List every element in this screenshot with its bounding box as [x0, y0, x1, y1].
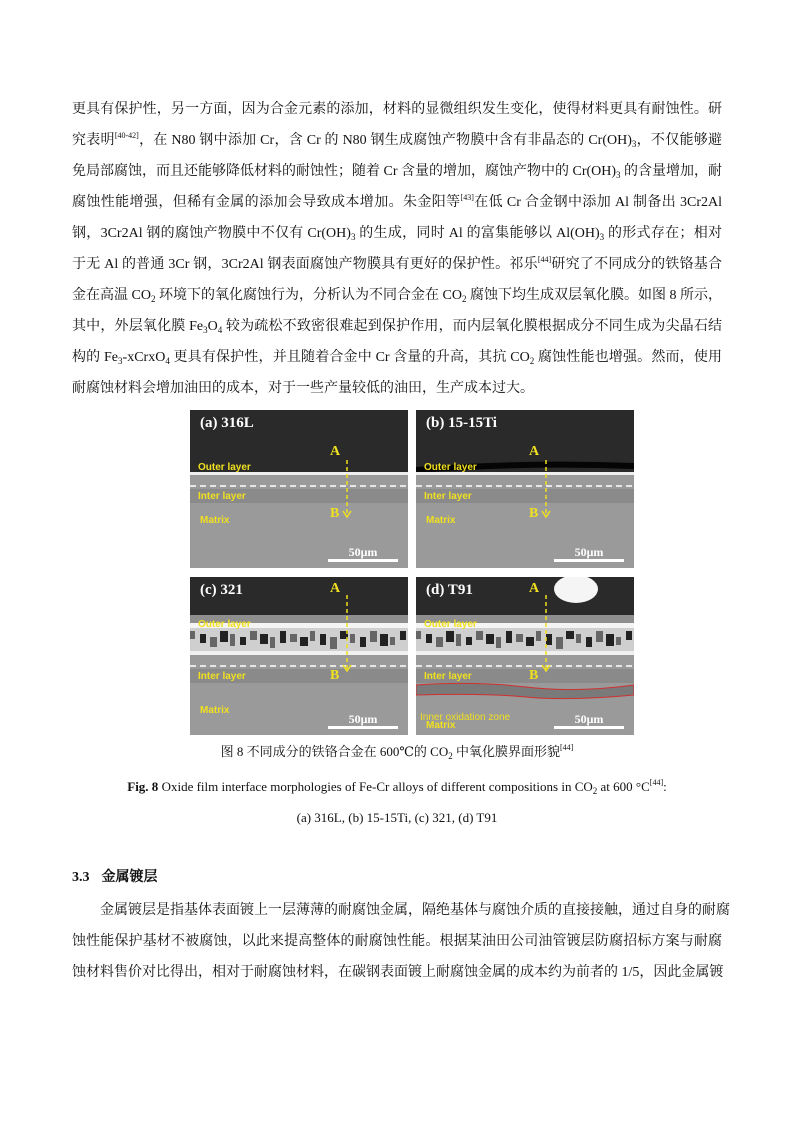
citation-superscript: [44]	[649, 778, 664, 787]
inner-oxidation-zone-label: Inner oxidation zone	[420, 712, 511, 723]
text-line	[72, 318, 722, 336]
outer-layer-label: Outer layer	[198, 462, 251, 473]
text-line	[72, 256, 722, 274]
text-line	[72, 902, 730, 920]
subscript: 4	[165, 356, 170, 366]
sem-panel	[190, 410, 408, 568]
subscript: 2	[150, 294, 156, 304]
text-line	[72, 163, 722, 181]
text-run: 于无 Al 的普通 3Cr 钢，3Cr2Al 钢表面腐蚀产物膜具有更好的保护性。祁乐	[72, 257, 538, 272]
text-run: 更具有保护性，另一方面，因为合金元素的添加，材料的显微组织发生变化，使得材料更具有耐蚀性。研	[72, 102, 722, 117]
figure-caption-en	[0, 778, 794, 796]
point-b-label: B	[529, 506, 539, 521]
text-line	[72, 132, 722, 150]
text-run: 图 8 不同成分的铁铬合金在 600℃的 CO	[220, 744, 449, 759]
section-title: 金属镀层	[101, 870, 158, 885]
point-b-label: B	[330, 506, 340, 521]
text-run: 的形式存在；相对	[604, 226, 723, 241]
figure-caption-en-label: Fig. 8	[127, 779, 159, 794]
text-run: 究表明	[72, 133, 115, 148]
subscript: 3	[631, 139, 637, 149]
scale-bar: 50μm	[554, 712, 624, 729]
citation-superscript: [44]	[560, 743, 574, 752]
text-run: ，不仅能够避	[636, 133, 723, 148]
text-run: 蚀材料售价对比得出，相对于耐腐蚀材料，在碳钢表面镀上耐腐蚀金属的成本约为前者的 1/5，因此金属镀	[72, 965, 724, 980]
subscript: 2	[448, 751, 453, 761]
text-run: :	[663, 779, 667, 794]
inter-layer-label: Inter layer	[424, 671, 472, 682]
citation-superscript: [44]	[537, 255, 552, 264]
text-run: 金属镀层是指基体表面镀上一层薄薄的耐腐蚀金属，隔绝基体与腐蚀介质的直接接触，通过自身的耐腐	[72, 903, 730, 918]
text-line	[72, 194, 722, 212]
text-line	[72, 349, 722, 367]
text-run: 的生成，同时 Al 的富集能够以 Al(OH)	[355, 226, 600, 241]
text-run: 更具有保护性，并且随着合金中 Cr 含量的升高，其抗 CO	[169, 350, 530, 365]
subscript: 2	[461, 294, 467, 304]
outer-layer-label: Outer layer	[198, 619, 251, 630]
text-run: -xCrxO	[122, 350, 166, 365]
text-run: 腐蚀性能增强，但稀有金属的添加会导致成本增加。朱金阳等	[72, 195, 461, 210]
point-a-label: A	[529, 444, 540, 459]
text-run: 钢，3Cr2Al 钢的腐蚀产物膜中不仅有 Cr(OH)	[72, 226, 351, 241]
subscript: 3	[350, 232, 356, 242]
panel-label: (d) T91	[426, 582, 473, 598]
text-run: 构的 Fe	[72, 350, 119, 365]
text-run: at 600 °C	[597, 779, 650, 794]
text-run: ，在 N80 钢中添加 Cr，含 Cr 的 N80 钢生成腐蚀产物膜中含有非晶态的 Cr(OH)	[138, 133, 632, 148]
subscript: 4	[217, 325, 223, 335]
matrix-label: Matrix	[426, 720, 456, 731]
point-a-label: A	[330, 581, 341, 596]
text-run: O	[207, 319, 218, 334]
scale-bar: 50μm	[328, 545, 398, 562]
figure-caption-en-subpanels: (a) 316L, (b) 15-15Ti, (c) 321, (d) T91	[296, 810, 498, 825]
inter-layer-label: Inter layer	[424, 491, 472, 502]
panel-label: (a) 316L	[200, 415, 254, 431]
inter-layer-label: Inter layer	[198, 491, 246, 502]
subscript: 2	[592, 786, 598, 796]
text-run: 环境下的氧化腐蚀行为，分析认为不同合金在 CO	[155, 288, 462, 303]
panel-label: (c) 321	[200, 582, 243, 598]
inter-layer-label: Inter layer	[198, 671, 246, 682]
outer-layer-label: Outer layer	[424, 619, 477, 630]
text-line	[72, 287, 722, 305]
text-run: 较为疏松不致密很难起到保护作用，而内层氧化膜根据成分不同生成为尖晶石结	[222, 319, 723, 334]
text-run: 其中，外层氧化膜 Fe	[72, 319, 204, 334]
sem-panel	[416, 577, 634, 735]
text-run: 研究了不同成分的铁铬基合	[551, 257, 723, 272]
panel-label: (b) 15-15Ti	[426, 415, 497, 431]
text-line	[72, 933, 722, 951]
point-a-label: A	[330, 444, 341, 459]
section-number: 3.3	[72, 870, 90, 885]
subscript: 3	[616, 170, 621, 180]
text-run: 的含量增加，耐	[620, 164, 723, 179]
scale-bar: 50μm	[554, 545, 624, 562]
text-line	[72, 225, 722, 243]
subscript: 3	[599, 232, 605, 242]
citation-superscript: [43]	[460, 193, 474, 202]
citation-superscript: [40-42]	[114, 131, 139, 140]
point-a-label: A	[529, 581, 540, 596]
text-run: Oxide film interface morphologies of Fe-Cr alloys of different compositions in CO	[158, 779, 593, 794]
text-run: 蚀性能保护基材不被腐蚀，以此来提高整体的耐腐蚀性能。根据某油田公司油管镀层防腐招标方案与耐腐	[72, 934, 722, 949]
text-run: 免局部腐蚀，而且还能够降低材料的耐蚀性；随着 Cr 含量的增加，腐蚀产物中的 Cr(OH)	[72, 164, 617, 179]
subscript: 3	[203, 325, 208, 335]
matrix-label: Matrix	[426, 515, 456, 526]
text-line	[72, 380, 722, 398]
text-line	[72, 101, 722, 119]
section-heading	[72, 866, 158, 886]
text-run: 腐蚀下均生成双层氧化膜。如图 8 所示，	[466, 288, 723, 303]
sem-panel	[416, 410, 634, 568]
matrix-label: Matrix	[200, 705, 230, 716]
scale-bar: 50μm	[328, 712, 398, 729]
subscript: 2	[529, 356, 535, 366]
text-run: 耐腐蚀材料会增加油田的成本，对于一些产量较低的油田，生产成本过大。	[72, 381, 534, 396]
figure-caption-cn	[0, 743, 794, 761]
point-b-label: B	[529, 668, 539, 683]
outer-layer-label: Outer layer	[424, 462, 477, 473]
text-line	[72, 964, 722, 982]
point-b-label: B	[330, 668, 340, 683]
matrix-label: Matrix	[200, 515, 230, 526]
text-run: 中氧化膜界面形貌	[452, 744, 561, 759]
text-run: 在低 Cr 合金钢中添加 Al 制备出 3Cr2Al	[473, 195, 723, 210]
text-run: 金在高温 CO	[72, 288, 151, 303]
sem-panel	[190, 577, 408, 735]
subscript: 3	[118, 356, 123, 366]
text-run: 腐蚀性能也增强。然而，使用	[534, 350, 723, 365]
